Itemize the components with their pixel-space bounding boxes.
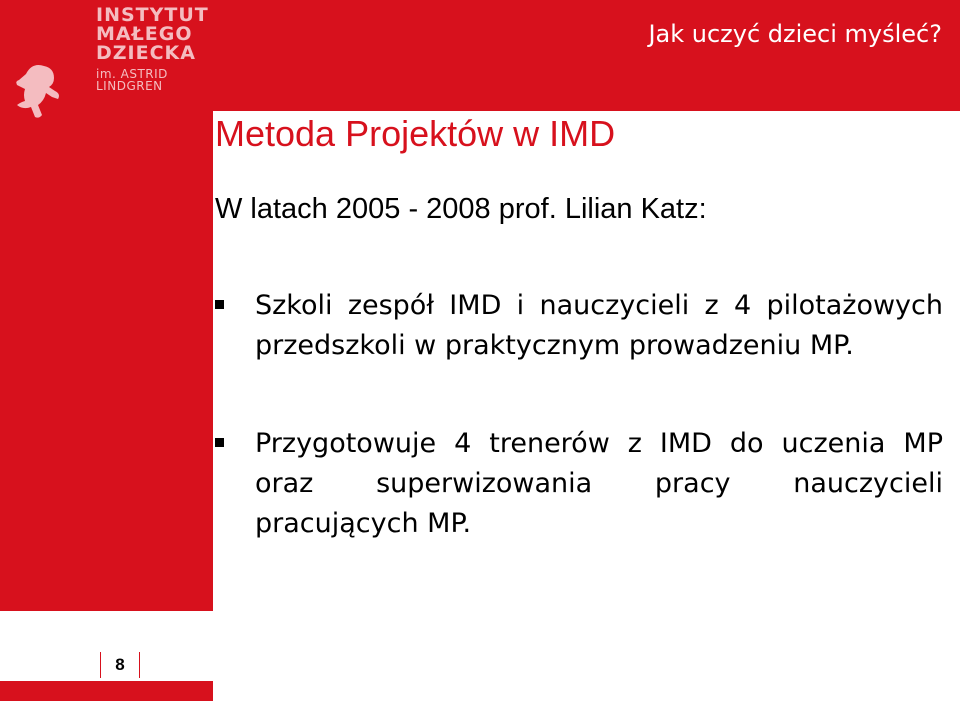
square-bullet-icon [215,438,224,447]
page-number: 8 [100,652,140,678]
bullet-text: Przygotowuje 4 trenerów z IMD do uczenia MP oraz superwizowania pracy nauczycieli pracujących MP. [255,428,943,539]
header-title: Jak uczyć dzieci myśleć? [648,20,942,48]
intro-text: W latach 2005 - 2008 prof. Lilian Katz: [215,193,707,225]
bullet-text: Szkoli zespół IMD i nauczycieli z 4 pilotażowych przedszkoli w praktycznym prowadzeniu MP. [255,290,943,361]
logo-line-1: INSTYTUT [96,4,209,26]
institute-logo [8,2,208,112]
square-bullet-icon [215,300,224,309]
logo-line-3: DZIECKA [96,42,196,64]
slide-title: Metoda Projektów w IMD [215,113,616,154]
list-item [215,286,943,366]
bullet-list [215,286,943,602]
logo-sub-line-1: im. ASTRID [96,67,168,81]
list-item [215,424,943,544]
logo-line-2: MAŁEGO [96,23,193,45]
logo-sub-line-2: LINDGREN [96,79,163,93]
child-figure-icon [12,54,72,124]
